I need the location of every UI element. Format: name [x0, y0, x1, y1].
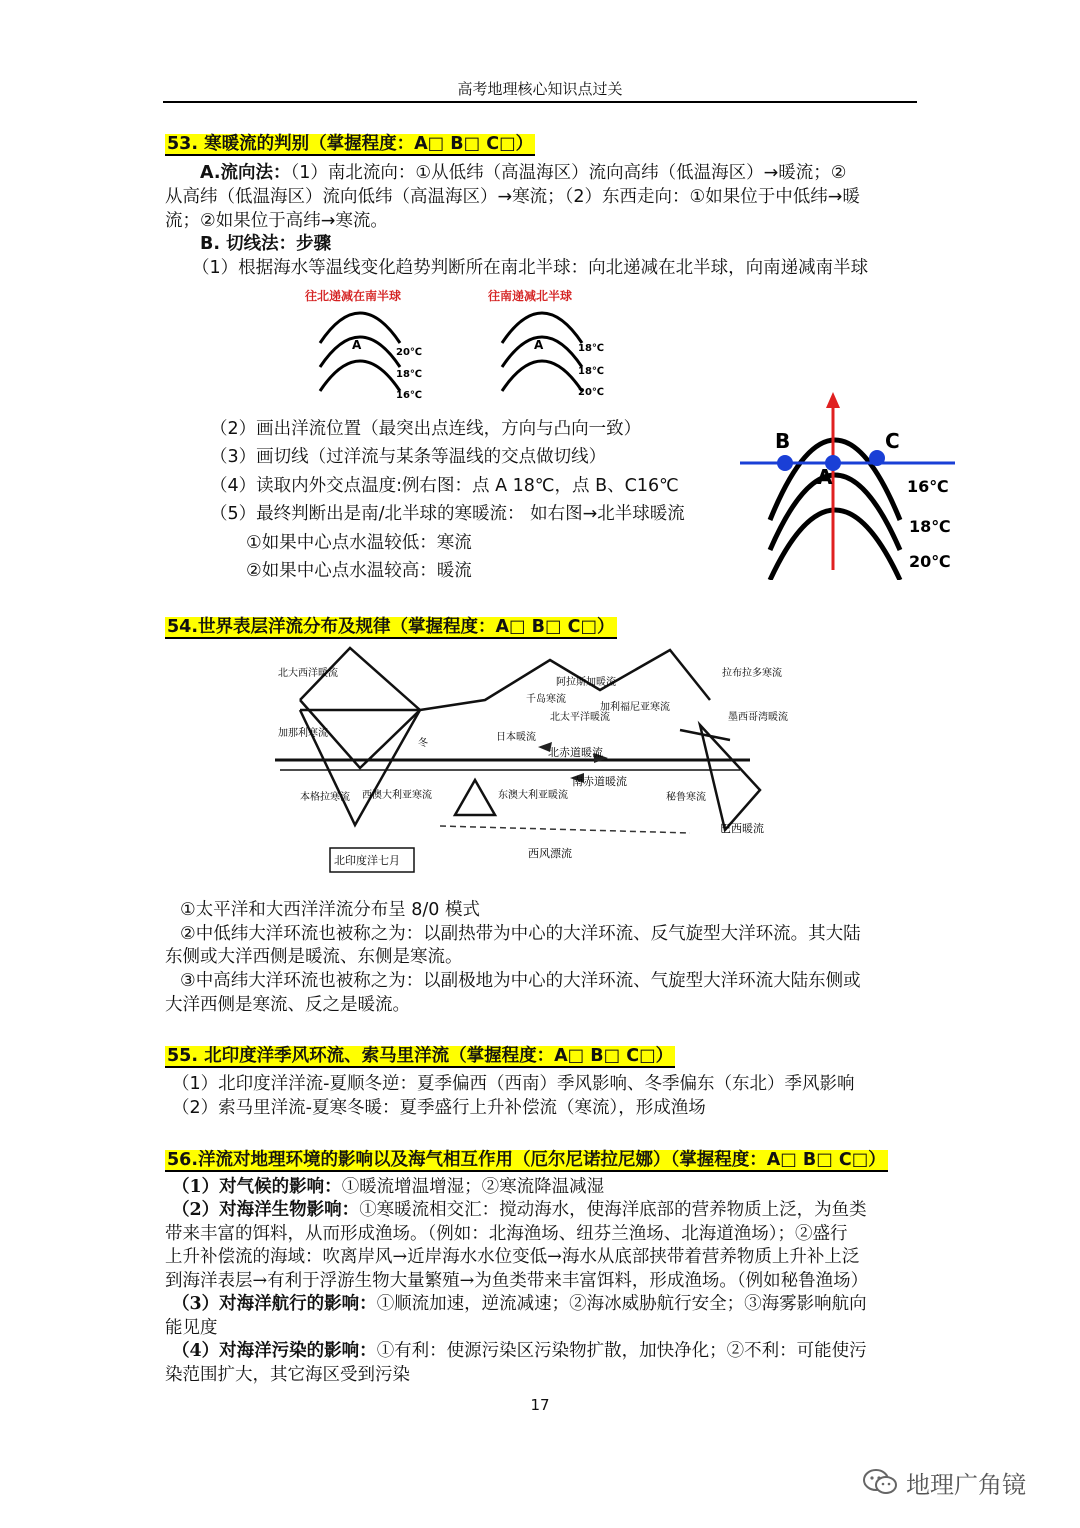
s56-biology-c: 上升补偿流的海域：吹离岸风→近岸海水水位变低→海水从底部挟带着营养物质上升补上泛 — [165, 1247, 860, 1267]
svg-text:本格拉寒流: 本格拉寒流 — [300, 792, 350, 803]
s56-navigation-b: 能见度 — [165, 1318, 218, 1338]
tangent-figure — [735, 390, 960, 580]
svg-text:20℃: 20℃ — [396, 347, 423, 358]
svg-text:18℃: 18℃ — [578, 343, 605, 354]
s54-point2b: 东侧或大洋西侧是暖流、东侧是寒流。 — [165, 947, 463, 967]
svg-text:加那利寒流: 加那利寒流 — [278, 728, 328, 739]
svg-text:北赤道暖流: 北赤道暖流 — [548, 746, 603, 759]
svg-text:北太平洋暖流: 北太平洋暖流 — [550, 712, 610, 723]
s53-step5a: ①如果中心点水温较低：寒流 — [246, 533, 472, 553]
s53-method-a-line3: 流；②如果位于高纬→寒流。 — [165, 211, 388, 231]
ocean-currents-diagram — [270, 640, 790, 890]
page-number: 17 — [530, 1396, 550, 1414]
svg-text:A: A — [534, 338, 544, 352]
s53-step5: （5）最终判断出是南/北半球的寒暖流： 如右图→北半球暖流 — [210, 504, 685, 524]
svg-text:拉布拉多寒流: 拉布拉多寒流 — [722, 668, 782, 679]
section-56-heading: 56.洋流对地理环境的影响以及海气相互作用（厄尔尼诺拉尼娜）（掌握程度：A□ B□ C□） — [167, 1150, 886, 1170]
s53-step1: （1）根据海水等温线变化趋势判断所在南北半球：向北递减在北半球，向南递减南半球 — [192, 258, 869, 278]
s54-point3b: 大洋西侧是寒流、反之是暖流。 — [165, 995, 410, 1015]
svg-text:北印度洋七月: 北印度洋七月 — [334, 854, 400, 867]
s53-method-b-label: B. 切线法：步骤 — [200, 234, 332, 254]
svg-text:冬: 冬 — [418, 738, 428, 749]
s56-pollution-b: 染范围扩大，其它海区受到污染 — [165, 1365, 410, 1385]
s54-point1: ①太平洋和大西洋洋流分布呈 8/0 模式 — [180, 900, 480, 920]
svg-text:加利福尼亚寒流: 加利福尼亚寒流 — [600, 702, 670, 713]
svg-text:西风漂流: 西风漂流 — [528, 847, 572, 860]
fig-left-title: 往北递减在南半球 — [305, 289, 402, 303]
s56-biology-b: 带来丰富的饵料，从而形成渔场。（例如：北海渔场、纽芬兰渔场、北海道渔场）；②盛行 — [165, 1224, 848, 1244]
s54-point3a: ③中高纬大洋环流也被称之为：以副极地为中心的大洋环流、气旋型大洋环流大陆东侧或 — [180, 971, 861, 991]
svg-text:18℃: 18℃ — [909, 517, 951, 536]
section-54-heading: 54.世界表层洋流分布及规律（掌握程度：A□ B□ C□） — [167, 617, 615, 637]
s56-pollution-a: （4）对海洋污染的影响：①有利：使源污染区污染物扩散，加快净化；②不利：可能使污 — [172, 1341, 867, 1361]
svg-text:B: B — [775, 429, 791, 453]
section-55-heading: 55. 北印度洋季风环流、索马里洋流（掌握程度：A□ B□ C□） — [167, 1046, 674, 1066]
fig-right-title: 往南递减北半球 — [488, 289, 573, 303]
wechat-icon — [862, 1467, 898, 1497]
svg-text:墨西哥湾暖流: 墨西哥湾暖流 — [728, 712, 788, 723]
s56-biology-d: 到海洋表层→有利于浮游生物大量繁殖→为鱼类带来丰富饵料，形成渔场。（例如秘鲁渔场） — [165, 1271, 869, 1291]
s53-step3: （3）画切线（过洋流与某条等温线的交点做切线） — [210, 447, 607, 467]
svg-text:巴西暖流: 巴西暖流 — [720, 822, 764, 835]
svg-text:A: A — [817, 465, 833, 489]
header-rule — [163, 101, 917, 103]
section-53-heading: 53. 寒暖流的判别（掌握程度：A□ B□ C□） — [167, 134, 534, 154]
svg-text:20℃: 20℃ — [578, 387, 605, 398]
brand-logo — [862, 1462, 1062, 1502]
s53-method-a-line2: 从高纬（低温海区）流向低纬（高温海区）→寒流；（2）东西走向：①如果位于中低纬→暖 — [165, 187, 860, 207]
s55-line2: （2）索马里洋流-夏寒冬暖：夏季盛行上升补偿流（寒流），形成渔场 — [172, 1098, 706, 1118]
s53-step4: （4）读取内外交点温度:例右图：点 A 18℃，点 B、C16℃ — [210, 476, 679, 496]
svg-text:千岛寒流: 千岛寒流 — [526, 694, 566, 705]
svg-text:南赤道暖流: 南赤道暖流 — [572, 775, 627, 788]
svg-text:18℃: 18℃ — [578, 366, 605, 377]
s56-climate: （1）对气候的影响：①暖流增温增湿；②寒流降温减湿 — [172, 1177, 605, 1197]
s55-line1: （1）北印度洋洋流-夏顺冬逆：夏季偏西（西南）季风影响、冬季偏东（东北）季风影响 — [172, 1074, 855, 1094]
s56-navigation-a: （3）对海洋航行的影响：①顺流加速，逆流减速；②海冰威胁航行安全；③海雾影响航向 — [172, 1294, 867, 1314]
svg-text:日本暖流: 日本暖流 — [496, 732, 536, 743]
svg-text:北大西洋暖流: 北大西洋暖流 — [278, 668, 338, 679]
svg-text:阿拉斯加暖流: 阿拉斯加暖流 — [556, 677, 616, 688]
s53-method-a-line1: A.流向法：（1）南北流向：①从低纬（高温海区）流向高纬（低温海区）→暖流；② — [200, 163, 847, 183]
svg-text:16℃: 16℃ — [396, 390, 423, 401]
s53-step2: （2）画出洋流位置（最突出点连线，方向与凸向一致） — [210, 419, 642, 439]
brand-name: 地理广角镜 — [906, 1470, 1026, 1499]
svg-text:A: A — [352, 338, 362, 352]
svg-text:秘鲁寒流: 秘鲁寒流 — [666, 792, 706, 803]
svg-text:C: C — [885, 429, 900, 453]
svg-text:16℃: 16℃ — [907, 477, 949, 496]
s54-point2a: ②中低纬大洋环流也被称之为：以副热带为中心的大洋环流、反气旋型大洋环流。其大陆 — [180, 924, 861, 944]
s56-biology-a: （2）对海洋生物影响：①寒暖流相交汇：搅动海水，使海洋底部的营养物质上泛，为鱼类 — [172, 1200, 867, 1220]
svg-text:18℃: 18℃ — [396, 369, 423, 380]
svg-text:西澳大利亚寒流: 西澳大利亚寒流 — [362, 790, 432, 801]
s53-step5b: ②如果中心点水温较高：暖流 — [246, 561, 472, 581]
svg-text:东澳大利亚暖流: 东澳大利亚暖流 — [498, 790, 568, 801]
page-header: 高考地理核心知识点过关 — [457, 80, 623, 98]
isotherm-figures — [290, 285, 630, 405]
svg-text:20℃: 20℃ — [909, 552, 951, 571]
